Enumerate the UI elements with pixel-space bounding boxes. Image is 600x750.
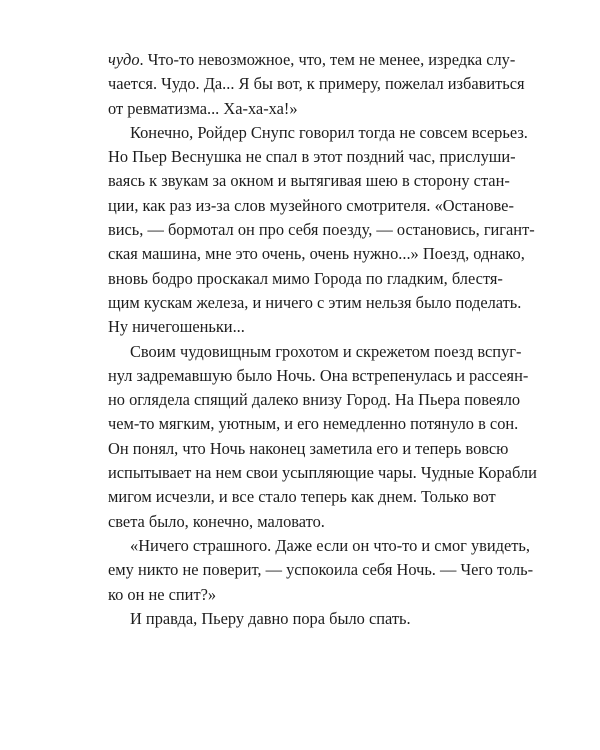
line-text: И правда, Пьеру давно пора было спать. <box>130 608 411 628</box>
line-text: от ревматизма... Ха-ха-ха!» <box>108 98 298 118</box>
text-line <box>108 315 492 339</box>
italic-word: чудо <box>108 50 140 69</box>
text-line <box>108 388 521 412</box>
text-line <box>108 97 492 121</box>
text-line <box>108 121 528 145</box>
line-text: чается. Чудо. Да... Я бы вот, к примеру, пожелал избавиться <box>108 74 525 94</box>
line-text: ции, как раз из-за слов музейного смотрителя. «Останове- <box>108 195 514 215</box>
text-line <box>108 194 514 218</box>
line-text: но оглядела спящий далеко внизу Город. На Пьера повеяло <box>108 390 521 410</box>
line-text: «Ничего страшного. Даже если он что-то и смог увидеть, <box>130 535 531 555</box>
text-line <box>108 291 522 315</box>
line-text: ко он не спит?» <box>108 584 217 604</box>
text-line <box>108 72 525 96</box>
text-line <box>108 145 516 169</box>
line-text: Конечно, Ройдер Снупс говорил тогда не совсем всерьез. <box>130 122 528 142</box>
text-line <box>108 485 496 509</box>
text-line <box>108 558 534 582</box>
text-line <box>108 534 531 558</box>
line-text: Но Пьер Веснушка не спал в этот поздний час, прислуши- <box>108 147 516 167</box>
line-text: нул задремавшую было Ночь. Она встрепенулась и рассеян- <box>108 365 529 385</box>
line-text: ваясь к звукам за окном и вытягивая шею в сторону стан- <box>108 171 510 191</box>
line-text: ему никто не поверит, — успокоила себя Ночь. — Чего толь- <box>108 560 534 580</box>
line-text: щим кускам железа, и ничего с этим нельзя было поделать. <box>108 292 522 312</box>
text-line <box>108 437 509 461</box>
text-block <box>108 48 537 631</box>
line-text: Он понял, что Ночь наконец заметила его и теперь вовсю <box>108 438 509 458</box>
line-text: Ну ничегошеньки... <box>108 317 245 337</box>
text-line <box>108 169 510 193</box>
line-text: . Что-то невозможное, что, тем не менее, изредка слу- <box>139 50 516 69</box>
text-line <box>108 340 522 364</box>
line-text: вновь бодро проскакал мимо Города по гладким, блестя- <box>108 268 503 288</box>
line-text: испытывает на нем свои усыпляющие чары. Чудные Корабли <box>108 463 537 483</box>
text-line <box>108 48 516 72</box>
text-line <box>108 218 535 242</box>
line-text: ская машина, мне это очень, очень нужно...» Поезд, однако, <box>108 244 525 264</box>
line-text: мигом исчезли, и все стало теперь как днем. Только вот <box>108 487 496 507</box>
text-line <box>108 412 519 436</box>
text-line <box>108 510 492 534</box>
text-line <box>108 267 503 291</box>
line-text: чем-то мягким, уютным, и его немедленно потянуло в сон. <box>108 414 519 434</box>
text-line <box>108 364 529 388</box>
line-text: света было, конечно, маловато. <box>108 511 325 531</box>
line-text: Своим чудовищным грохотом и скрежетом поезд вспуг- <box>130 341 522 361</box>
text-line <box>108 461 537 485</box>
line-text: вись, — бормотал он про себя поезду, — остановись, гигант- <box>108 220 535 240</box>
text-line <box>108 242 525 266</box>
text-line <box>108 607 492 631</box>
text-line <box>108 583 492 607</box>
